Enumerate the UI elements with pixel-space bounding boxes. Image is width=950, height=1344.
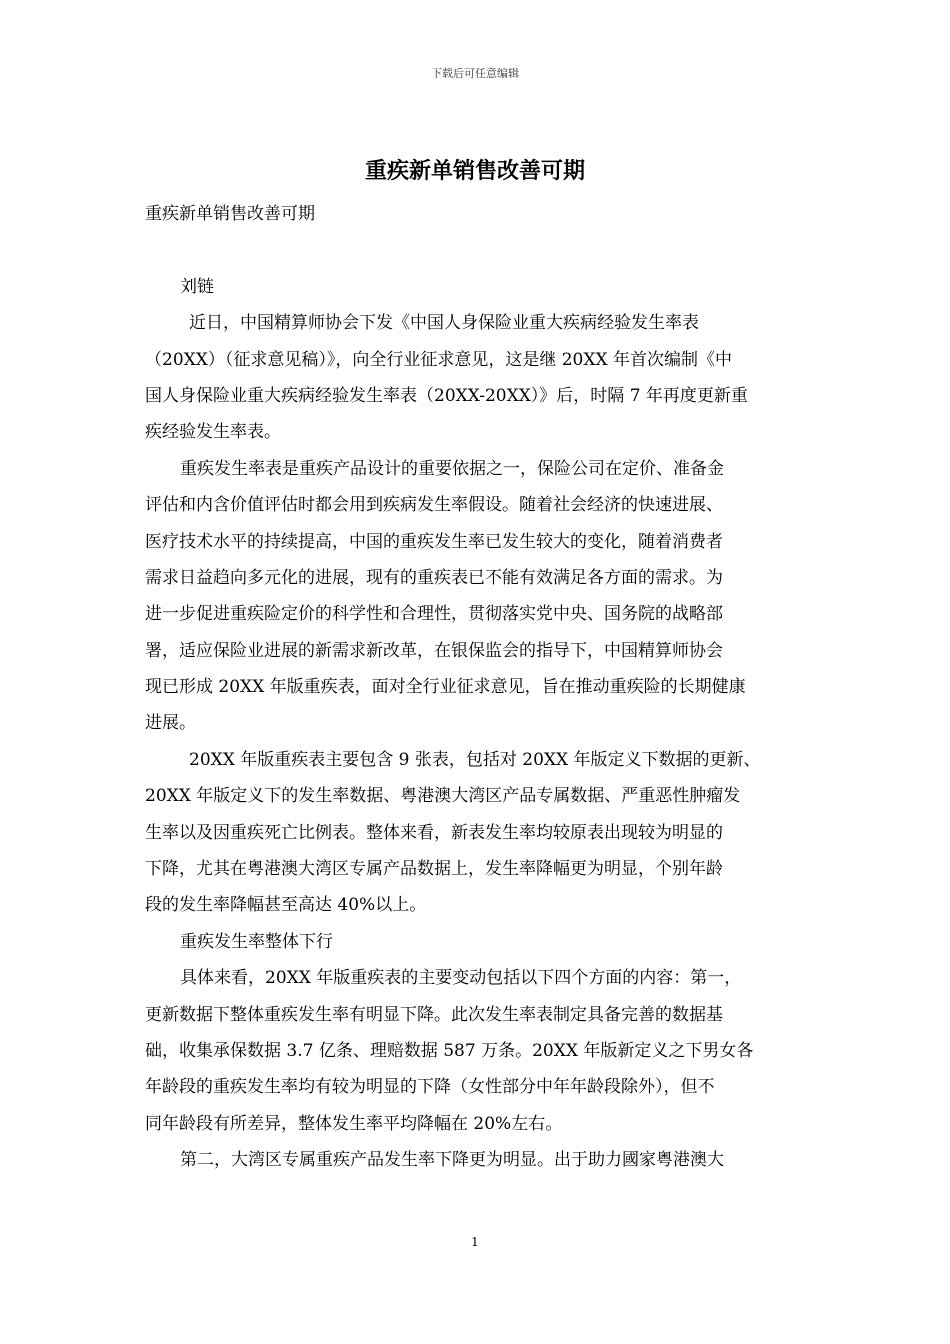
- page-header: 下载后可任意编辑: [431, 67, 519, 80]
- document-body: [145, 196, 807, 1179]
- paragraph-line: 现已形成 20XX 年版重疾表，面对全行业征求意见，旨在推动重疾险的长期健康: [145, 677, 746, 698]
- paragraph-line: 近日，中国精算师协会下发《中国人身保险业重大疾病经验发生率表: [189, 313, 699, 334]
- paragraph-line: 进一步促进重疾险定价的科学性和合理性，贯彻落实党中央、国务院的战略部: [145, 604, 723, 625]
- paragraph-line: 同年龄段有所差异，整体发生率平均降幅在 20%左右。: [145, 1113, 563, 1134]
- page-number: 1: [471, 1235, 479, 1249]
- document-title: 重疾新单销售改善可期: [364, 158, 585, 184]
- paragraph-line: 段的发生率降幅甚至高达 40%以上。: [145, 895, 427, 916]
- paragraph-line: 重疾发生率表是重疾产品设计的重要依据之一，保险公司在定价、准备金: [180, 458, 724, 479]
- paragraph-line: 下降，尤其在粤港澳大湾区专属产品数据上，发生率降幅更为明显，个别年龄: [145, 859, 723, 880]
- paragraph-line: 第二，大湾区专属重疾产品发生率下降更为明显。出于助力國家粤港澳大: [180, 1150, 724, 1171]
- paragraph-line: 署，适应保险业进展的新需求新改革，在银保监会的指导下，中国精算师协会: [145, 640, 723, 661]
- paragraph-line: 年龄段的重疾发生率均有较为明显的下降（女性部分中年年龄段除外），但不: [145, 1077, 715, 1098]
- paragraph-line: 医疗技术水平的持续提高，中国的重疾发生率已发生较大的变化，随着消费者: [145, 531, 723, 552]
- paragraph-line: 需求日益趋向多元化的进展，现有的重疾表已不能有效满足各方面的需求。为: [145, 567, 723, 588]
- paragraph-line: 20XX 年版重疾表主要包含 9 张表，包括对 20XX 年版定义下数据的更新、: [189, 749, 761, 770]
- author-name: 刘链: [180, 276, 214, 297]
- paragraph-line: 更新数据下整体重疾发生率有明显下降。此次发生率表制定具备完善的数据基: [145, 1004, 723, 1025]
- paragraph-line: 础，收集承保数据 3.7 亿条、理赔数据 587 万条。20XX 年版新定义之下男女各: [145, 1040, 754, 1061]
- spacer: [145, 232, 807, 268]
- paragraph-line: 重疾发生率整体下行: [180, 931, 333, 952]
- paragraph-line: 具体来看，20XX 年版重疾表的主要变动包括以下四个方面的内容：第一，: [180, 968, 742, 989]
- paragraph-line: 疾经验发生率表。: [145, 422, 281, 443]
- paragraph-list: [145, 305, 807, 1178]
- paragraph-line: 进展。: [145, 713, 196, 734]
- paragraph-line: 国人身保险业重大疾病经验发生率表（20XX-20XX）》后，时隔 7 年再度更新重: [145, 385, 748, 406]
- subtitle: 重疾新单销售改善可期: [145, 204, 315, 224]
- paragraph-line: 评估和内含价值评估时都会用到疾病发生率假设。随着社会经济的快速进展、: [145, 495, 723, 516]
- paragraph-line: （20XX）（征求意见稿）》，向全行业征求意见，这是继 20XX 年首次编制《中: [145, 349, 732, 370]
- paragraph-line: 生率以及因重疾死亡比例表。整体来看，新表发生率均较原表出现较为明显的: [145, 822, 723, 843]
- paragraph-line: 20XX 年版定义下的发生率数据、粤港澳大湾区产品专属数据、严重恶性肿瘤发: [145, 786, 741, 807]
